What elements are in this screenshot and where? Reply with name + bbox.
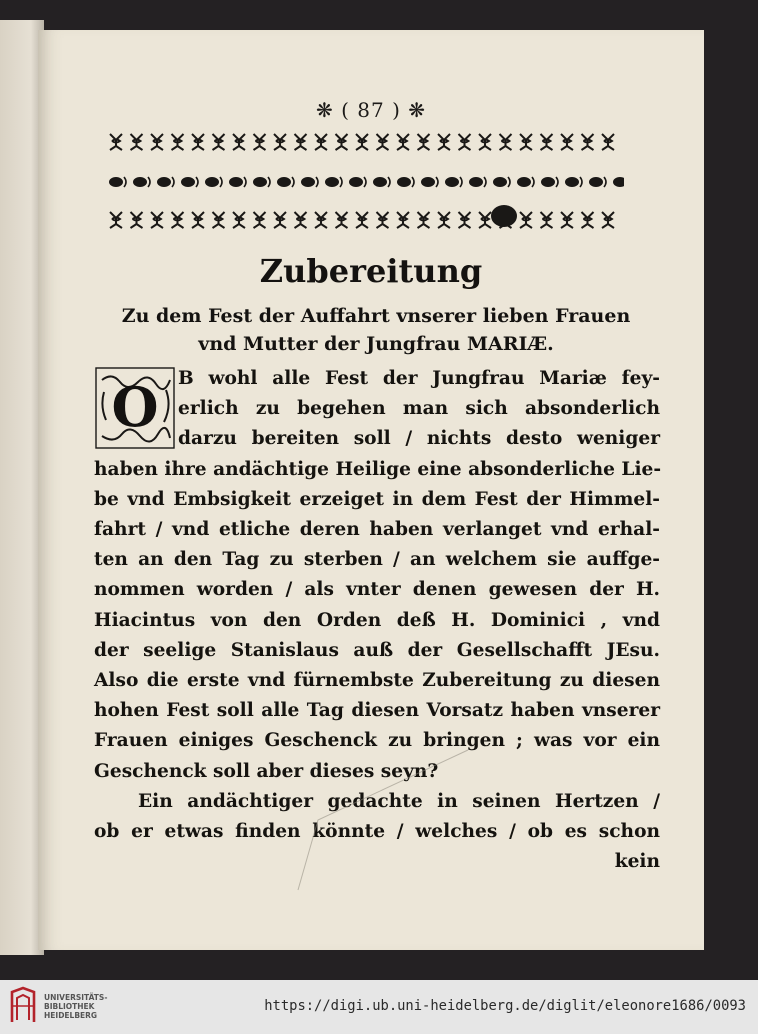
ornament-motif (336, 212, 348, 228)
printers-ornament-band (104, 128, 624, 236)
ornament-motif (295, 134, 307, 150)
ornament-motif (254, 134, 266, 150)
ornament-bead (589, 177, 603, 187)
page-number-ornament-left: ❋ (315, 98, 334, 122)
ornament-bead (541, 177, 555, 187)
ornament-scroll (508, 177, 510, 187)
ornament-motif (520, 134, 532, 150)
ornament-motif (336, 134, 348, 150)
ornament-motif (356, 212, 368, 228)
ornament-motif (110, 212, 122, 228)
ornament-motif (131, 134, 143, 150)
ornament-bead (181, 177, 195, 187)
ornament-motif (110, 134, 122, 150)
page-number (38, 98, 704, 122)
chapter-subtitle (96, 302, 656, 358)
ornament-scroll (148, 177, 150, 187)
ornament-bead (349, 177, 363, 187)
ornament-scroll (412, 177, 414, 187)
ornament-scroll (556, 177, 558, 187)
subtitle-line: vnd Mutter der Jungfrau MARIÆ. (198, 333, 554, 355)
text-line: Ein andächtiger gedachte in seinen Hertzen / (138, 790, 660, 812)
ornament-bead (277, 177, 291, 187)
text-line: Frauen einiges Geschenck zu bringen ; was vor ein (94, 730, 660, 752)
ornament-bead (493, 177, 507, 187)
ornament-motif (356, 134, 368, 150)
ornament-motif (541, 212, 553, 228)
ornament-bead (517, 177, 531, 187)
ornament-motif (192, 134, 204, 150)
ornament-motif (233, 212, 245, 228)
library-name (44, 993, 107, 1020)
library-name-line: UNIVERSITÄTS- (44, 993, 108, 1002)
ornament-motif (151, 212, 163, 228)
catchword: kein (614, 851, 660, 873)
ornament-motif (295, 212, 307, 228)
text-line: haben ihre andächtige Heilige eine absonderliche Lie- (94, 458, 662, 480)
ornament-bead (373, 177, 387, 187)
ornament-bead (445, 177, 459, 187)
text-line: ten an den Tag zu sterben / an welchem sie auffge- (94, 549, 660, 571)
text-line: fahrt / vnd etliche deren haben verlanget vnd erhal- (94, 519, 660, 541)
ornament-motif (418, 212, 430, 228)
ornament-scroll (316, 177, 318, 187)
ornament-bead (133, 177, 147, 187)
ornament-motif (213, 134, 225, 150)
ornament-bead (229, 177, 243, 187)
ornament-motif (582, 212, 594, 228)
subtitle-line: Zu dem Fest der Auffahrt vnserer lieben Frauen (121, 305, 631, 327)
ornament-motif (315, 212, 327, 228)
ornament-motif (315, 134, 327, 150)
ornament-motif (582, 134, 594, 150)
text-line: Also die erste vnd fürnembste Zubereitung zu diesen (94, 670, 660, 692)
ornament-scroll (460, 177, 462, 187)
ornament-scroll (220, 177, 222, 187)
library-name-line: BIBLIOTHEK (44, 1002, 95, 1011)
ornament-bead (325, 177, 339, 187)
text-line: darzu bereiten soll / nichts desto weniger (178, 428, 660, 450)
ornament-bead (469, 177, 483, 187)
ornament-motif (459, 212, 471, 228)
ornament-scroll (532, 177, 534, 187)
ornament-motif (438, 134, 450, 150)
university-library-logo[interactable] (8, 986, 38, 1026)
ornament-motif (192, 212, 204, 228)
text-line: nommen worden / als vnter denen gewesen der H. (94, 579, 660, 601)
ornament-scroll (244, 177, 246, 187)
ornament-scroll (580, 177, 582, 187)
text-line: B wohl alle Fest der Jungfrau Mariæ fey- (178, 368, 660, 389)
ornament-scroll (268, 177, 270, 187)
ornament-motif (274, 134, 286, 150)
ornament-bead (301, 177, 315, 187)
text-line: Hiacintus von den Orden deß H. Dominici , vnd (94, 609, 660, 631)
page-number-ornament-right: ❋ (408, 98, 427, 122)
ornament-scroll (292, 177, 294, 187)
ornament-motif (172, 134, 184, 150)
text-line: der seelige Stanislaus auß der Gesellschafft JEsu. (94, 639, 660, 661)
ornament-motif (397, 212, 409, 228)
text-line: be vnd Embsigkeit erzeiget in dem Fest der Himmel- (94, 488, 660, 510)
ornament-bead (397, 177, 411, 187)
ornament-scroll (388, 177, 390, 187)
ornament-scroll (124, 177, 126, 187)
ornament-motif (418, 134, 430, 150)
ornament-motif (500, 134, 512, 150)
ornament-motif (274, 212, 286, 228)
ornament-motif (213, 212, 225, 228)
book-page (38, 30, 704, 950)
ornament-scroll (364, 177, 366, 187)
ornament-bead (253, 177, 267, 187)
ornament-bead (157, 177, 171, 187)
ornament-bead (613, 177, 624, 187)
dropcap-letter: O (111, 375, 159, 439)
ornament-motif (397, 134, 409, 150)
library-name-line: HEIDELBERG (44, 1011, 98, 1020)
ink-blot (491, 205, 517, 227)
ornament-scroll (196, 177, 198, 187)
ornament-motif (233, 134, 245, 150)
ornament-scroll (436, 177, 438, 187)
ornament-motif (151, 134, 163, 150)
ornament-scroll (340, 177, 342, 187)
ornament-motif (377, 134, 389, 150)
text-line: ob er etwas finden könnte / welches / ob es schon (94, 821, 660, 843)
text-line: hohen Fest soll alle Tag diesen Vorsatz haben vnserer (94, 700, 660, 722)
viewer-footer (0, 980, 758, 1034)
ornament-scroll (604, 177, 606, 187)
ornament-motif (459, 134, 471, 150)
pencil-mark (288, 730, 478, 900)
ornament-motif (520, 212, 532, 228)
ornament-bead (109, 177, 123, 187)
ornament-motif (479, 134, 491, 150)
ornament-motif (561, 134, 573, 150)
ornament-motif (438, 212, 450, 228)
ornament-motif (561, 212, 573, 228)
ornament-motif (479, 212, 491, 228)
ornament-motif (254, 212, 266, 228)
ornament-bead (565, 177, 579, 187)
ornament-motif (131, 212, 143, 228)
chapter-title: Zubereitung (259, 252, 483, 290)
ornament-motif (541, 134, 553, 150)
text-line: Geschenck soll aber dieses seyn? (94, 760, 439, 782)
ornament-bead (421, 177, 435, 187)
ornament-scroll (484, 177, 486, 187)
ornament-scroll (172, 177, 174, 187)
ornament-motif (377, 212, 389, 228)
permalink-url[interactable]: https://digi.ub.uni-heidelberg.de/diglit/eleonore1686/0093 (264, 998, 746, 1014)
ornament-bead (205, 177, 219, 187)
text-line: erlich zu begehen man sich absonderlich (178, 398, 660, 420)
ornament-motif (602, 134, 614, 150)
ornament-motif (172, 212, 184, 228)
page-number-text: ( 87 ) (341, 98, 401, 122)
ornament-motif (602, 212, 614, 228)
